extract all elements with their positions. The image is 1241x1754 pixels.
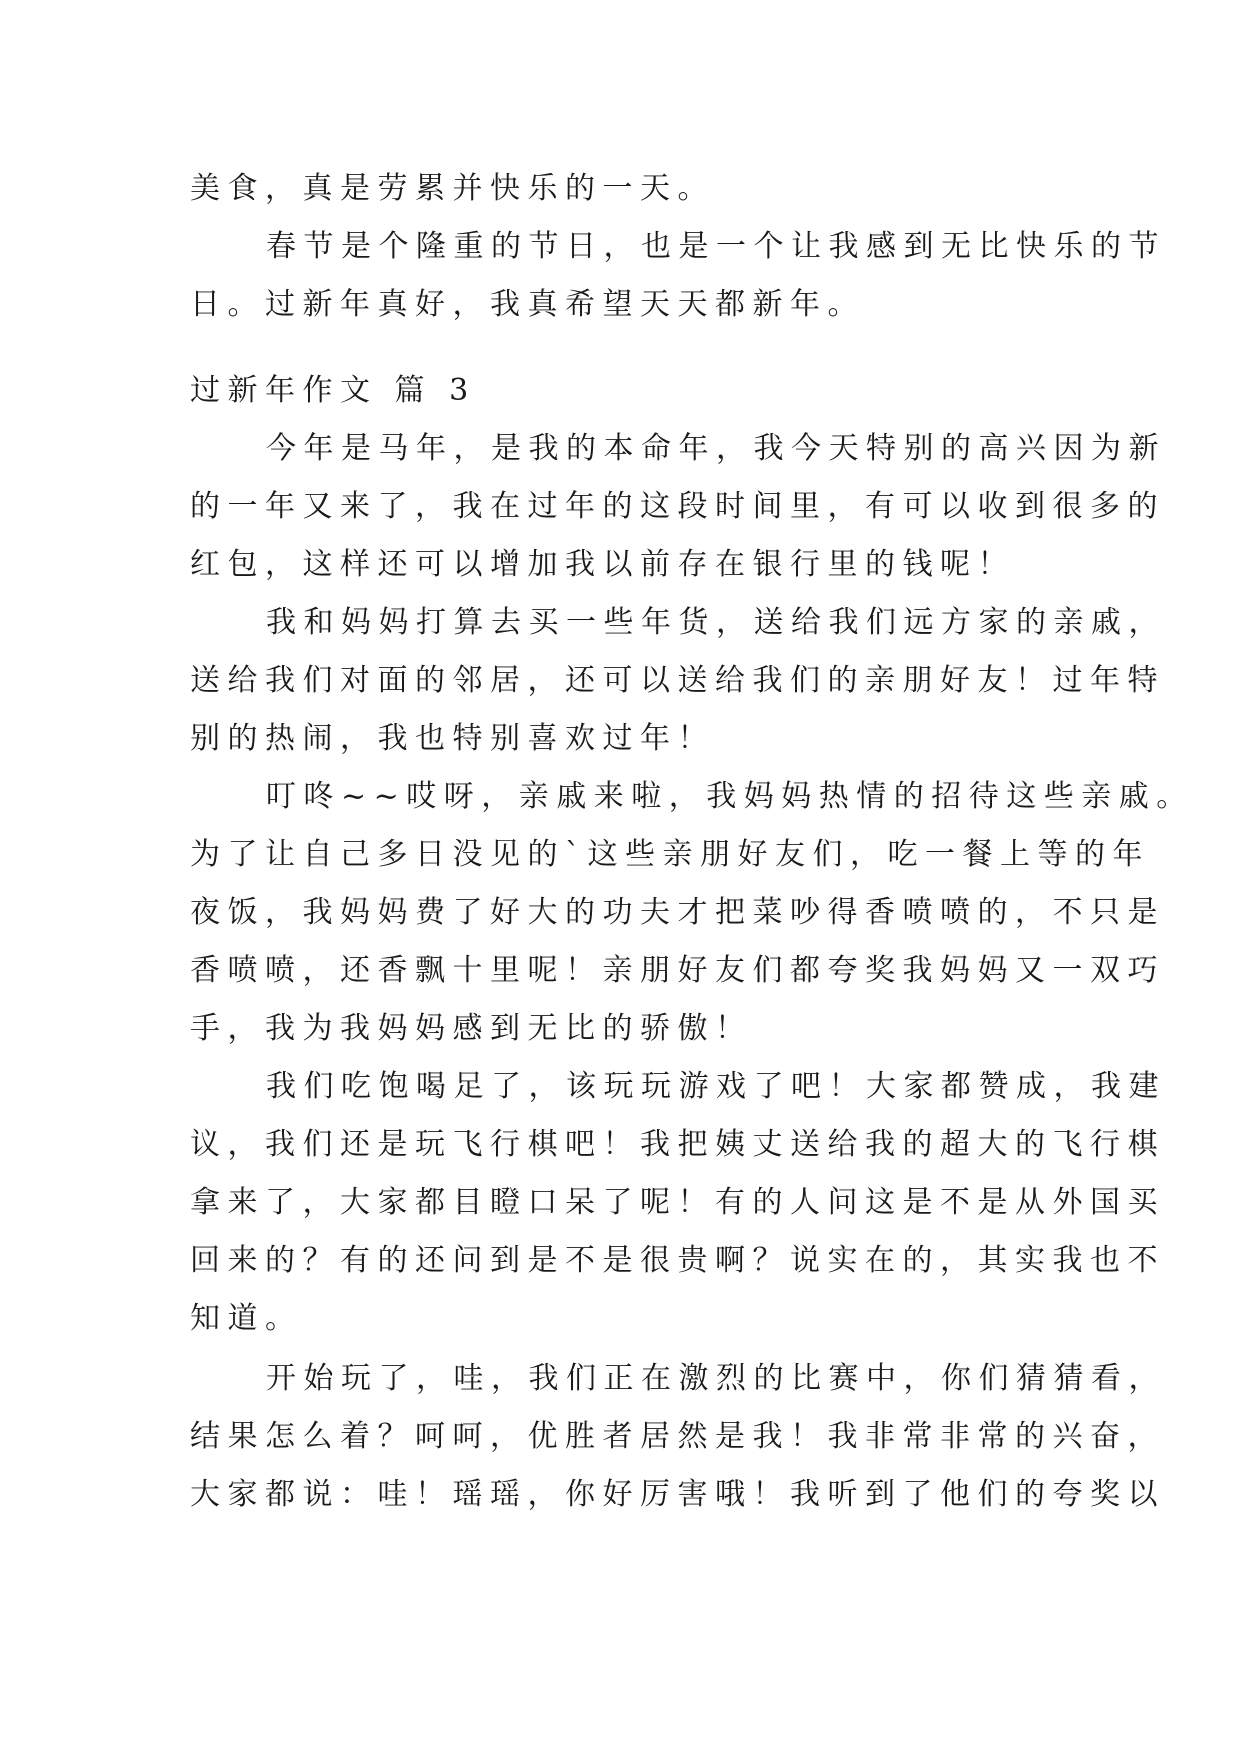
essay-title: 过新年作文 篇 3 bbox=[190, 373, 476, 408]
text-line: 大家都说：哇！瑶瑶，你好厉害哦！我听到了他们的夸奖以 bbox=[190, 1477, 1165, 1512]
text-line: 手，我为我妈妈感到无比的骄傲！ bbox=[190, 1011, 753, 1046]
text-line: 春节是个隆重的节日，也是一个让我感到无比快乐的节 bbox=[266, 229, 1166, 264]
text-line: 我们吃饱喝足了，该玩玩游戏了吧！大家都赞成，我建 bbox=[266, 1069, 1166, 1104]
text-line: 回来的？有的还问到是不是很贵啊？说实在的，其实我也不 bbox=[190, 1243, 1165, 1278]
text-line: 我和妈妈打算去买一些年货，送给我们远方家的亲戚， bbox=[266, 605, 1166, 640]
text-line: 拿来了，大家都目瞪口呆了呢！有的人问这是不是从外国买 bbox=[190, 1185, 1165, 1220]
text-line: 红包，这样还可以增加我以前存在银行里的钱呢！ bbox=[190, 547, 1015, 582]
text-line: 结果怎么着？呵呵，优胜者居然是我！我非常非常的兴奋， bbox=[190, 1419, 1165, 1454]
text-line: 夜饭，我妈妈费了好大的功夫才把菜吵得香喷喷的，不只是 bbox=[190, 895, 1165, 930]
text-line: 为了让自己多日没见的`这些亲朋好友们，吃一餐上等的年 bbox=[190, 837, 1150, 872]
paragraph-relatives bbox=[190, 768, 1194, 1058]
text-line: 议，我们还是玩飞行棋吧！我把姨丈送给我的超大的飞行棋 bbox=[190, 1127, 1165, 1162]
paragraph-horse-year bbox=[190, 420, 1166, 594]
text-line: 的一年又来了，我在过年的这段时间里，有可以收到很多的 bbox=[190, 489, 1165, 524]
paragraph-games bbox=[190, 1058, 1166, 1348]
paragraph-shopping bbox=[190, 594, 1166, 768]
text-line: 知道。 bbox=[190, 1301, 303, 1336]
text-line: 开始玩了，哇，我们正在激烈的比赛中，你们猜猜看， bbox=[266, 1361, 1166, 1396]
paragraph-winner bbox=[190, 1350, 1166, 1524]
essay-heading bbox=[190, 362, 1065, 420]
text-line: 美食，真是劳累并快乐的一天。 bbox=[190, 171, 715, 206]
text-line: 叮咚~~哎呀，亲戚来啦，我妈妈热情的招待这些亲戚。 bbox=[266, 779, 1194, 814]
text-line: 送给我们对面的邻居，还可以送给我们的亲朋好友！过年特 bbox=[190, 663, 1165, 698]
text-line: 日。过新年真好，我真希望天天都新年。 bbox=[190, 287, 865, 322]
paragraph-spring-festival bbox=[190, 218, 1166, 334]
text-line: 今年是马年，是我的本命年，我今天特别的高兴因为新 bbox=[266, 431, 1166, 466]
text-line: 别的热闹，我也特别喜欢过年！ bbox=[190, 721, 715, 756]
paragraph-ending-previous bbox=[190, 160, 1065, 218]
text-line: 香喷喷，还香飘十里呢！亲朋好友们都夸奖我妈妈又一双巧 bbox=[190, 953, 1165, 988]
